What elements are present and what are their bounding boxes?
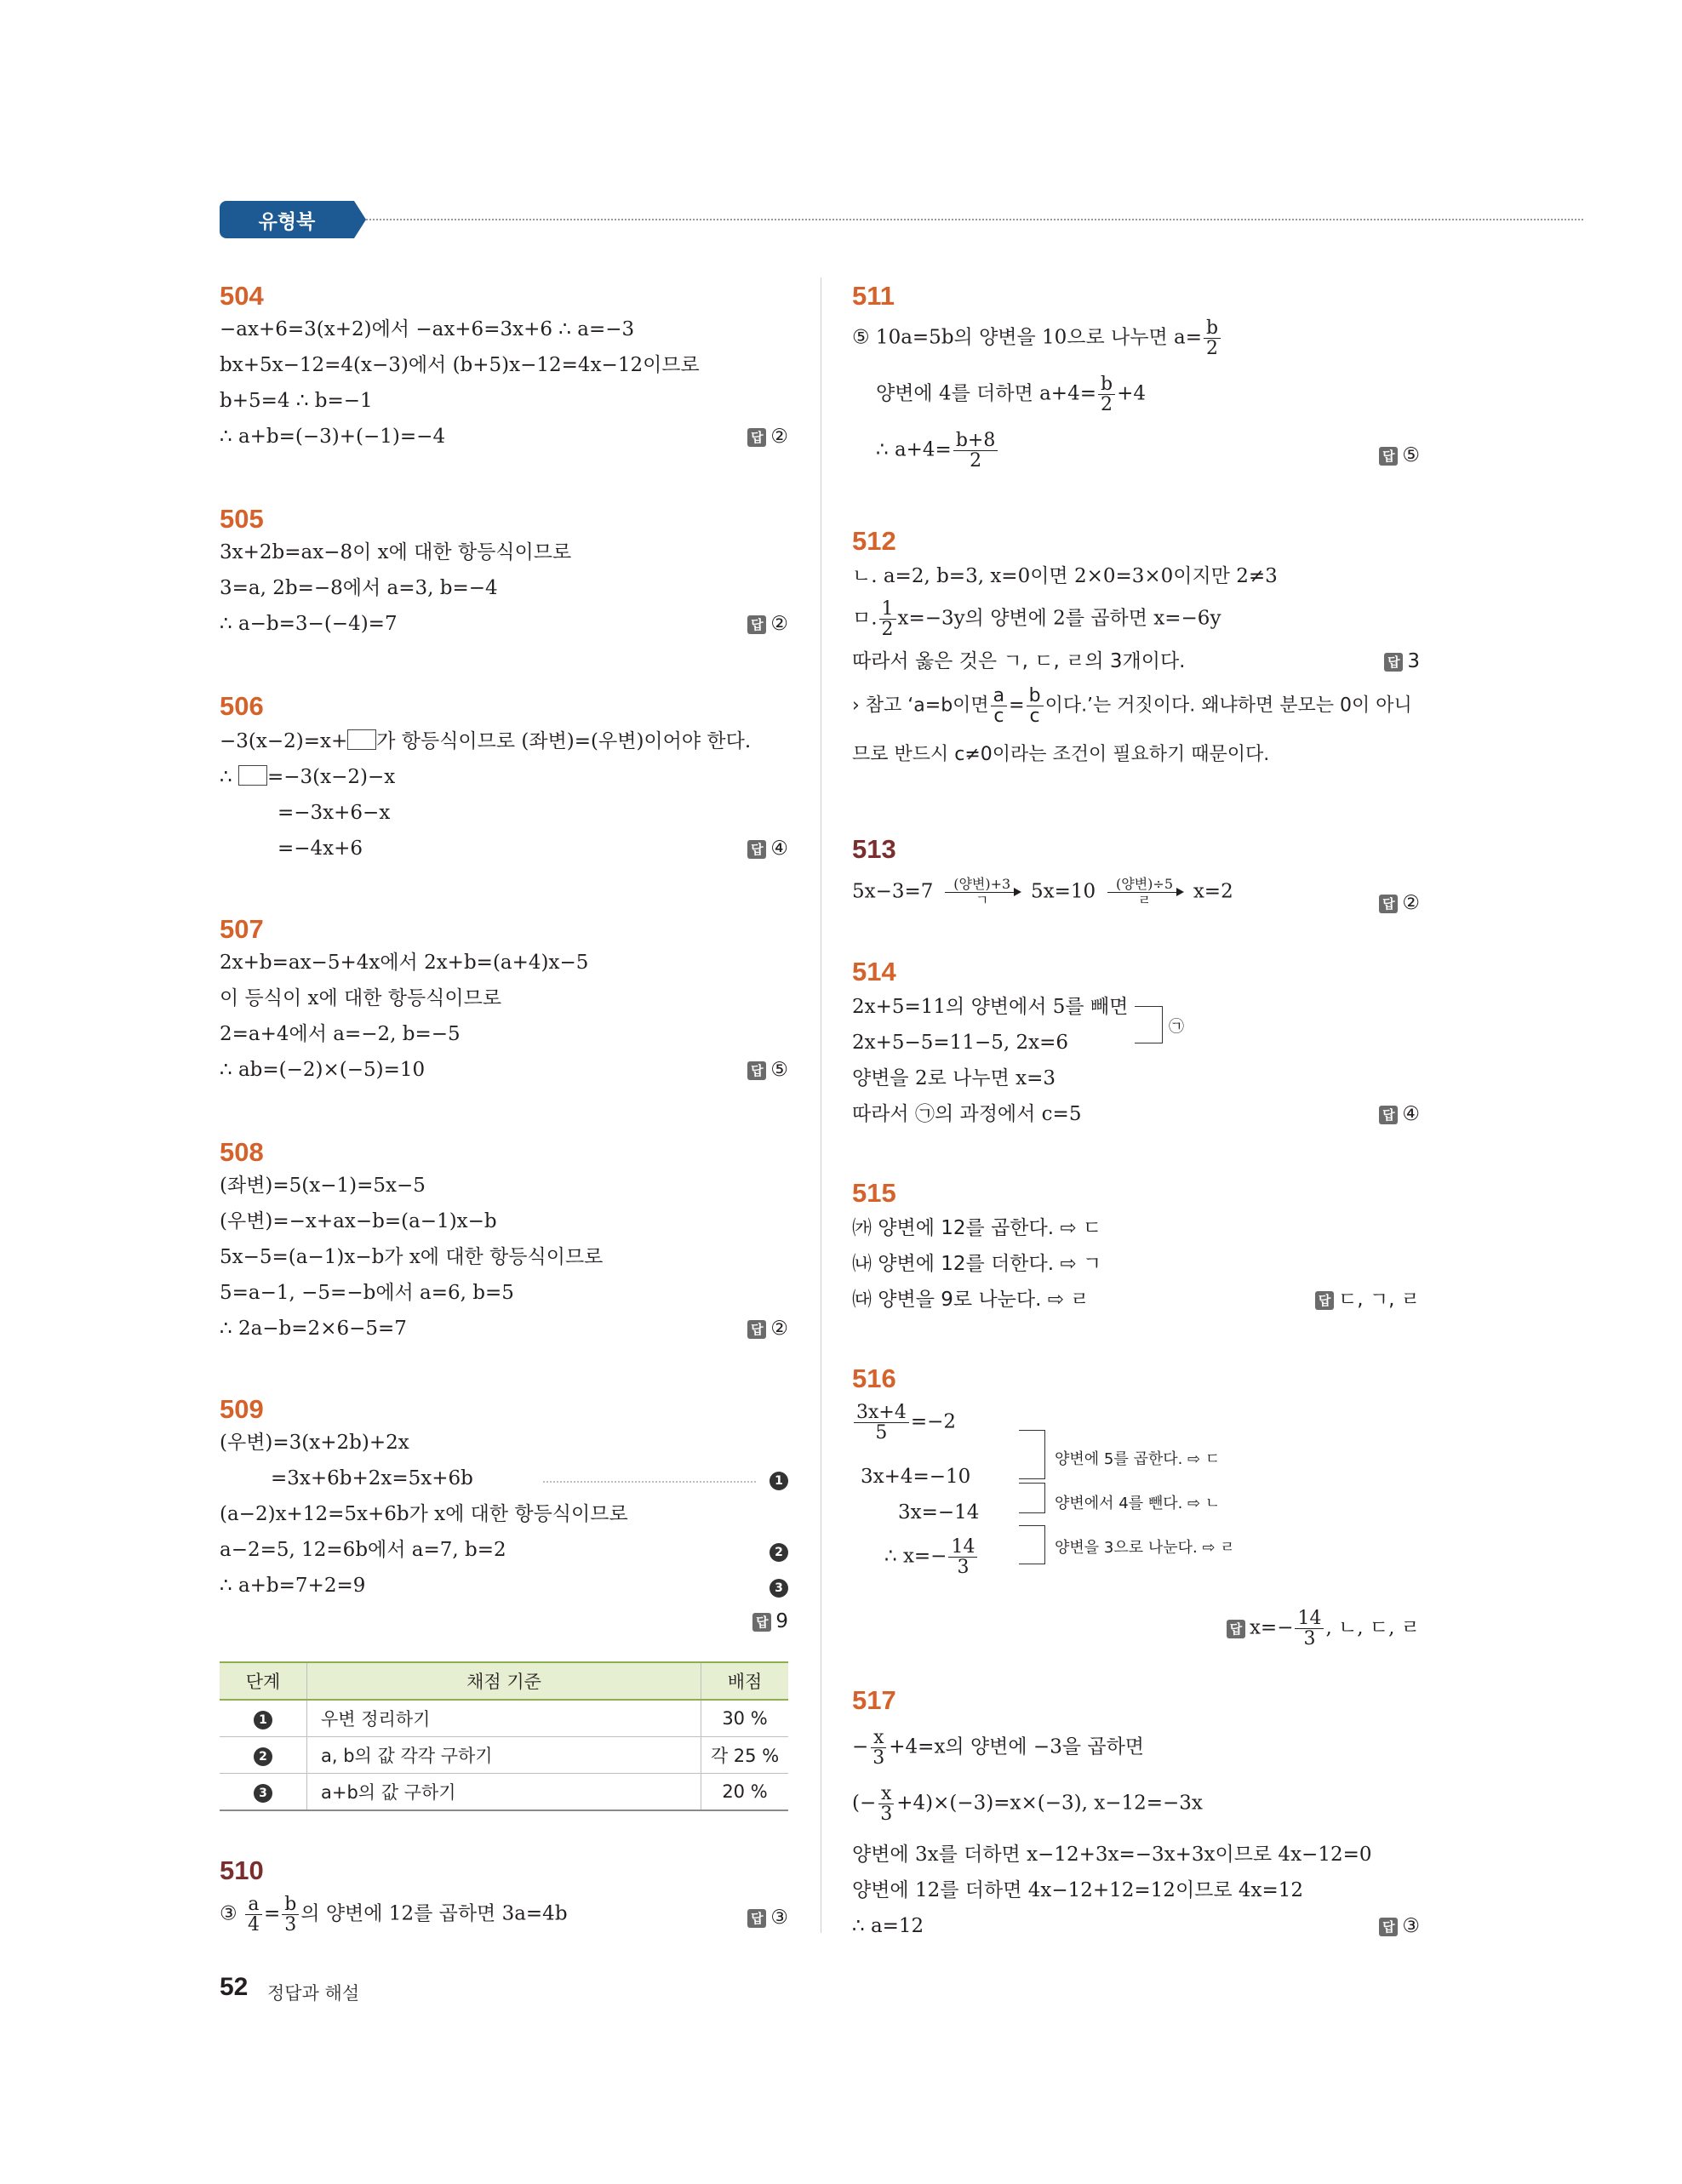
solution-line: (우변)=−x+ax−b=(a−1)x−b [220,1210,497,1232]
denominator: 3 [284,1914,297,1936]
problem-number: 510 [220,1855,264,1885]
answer [1384,649,1420,674]
problem-number: 509 [220,1394,264,1424]
solution-line: ∴ a+b=7+2=9 [220,1575,366,1597]
header-rule [366,219,1583,220]
arrow-step [1107,877,1182,908]
problem-number: 512 [852,526,896,556]
step-note: 양변에 5를 곱한다. ⇨ ㄷ [1055,1450,1221,1468]
solution-line: −ax+6=3(x+2)에서 −ax+6=3x+6 ∴ a=−3 [220,318,635,340]
answer-value: x=− [1249,1616,1294,1639]
answer [1227,1609,1420,1649]
text: ∴ x=− [884,1545,947,1568]
answer-badge-icon: 답 [747,1320,766,1339]
text: −3(x−2)=x+ [220,730,348,752]
problem-number: 511 [852,281,895,311]
answer-value: , ㄴ, ㄷ, ㄹ [1325,1616,1420,1639]
answer-value: ② [770,426,788,448]
fraction [1098,374,1115,415]
problem-number: 516 [852,1364,896,1393]
numerator: 14 [948,1537,977,1558]
denominator: 3 [880,1804,893,1826]
text: +4 [1117,382,1146,405]
solution-line: 2x+5−5=11−5, 2x=6 [852,1032,1068,1054]
solution-line: ㈐ 양변을 9로 나눈다. ⇨ ㄹ [852,1289,1090,1311]
text: − [852,1735,869,1758]
answer-value: ② [770,1318,788,1340]
denominator: 2 [1206,338,1219,360]
answer [747,1057,788,1083]
solution-line [884,1537,979,1577]
leader-dots [543,1481,756,1483]
answer-value: ④ [1402,1103,1420,1125]
answer-badge-icon: 답 [747,840,766,859]
text: +4=x의 양변에 −3을 곱하면 [889,1735,1145,1758]
solution-line: ㄴ. a=2, b=3, x=0이면 2×0=3×0이지만 2≠3 [852,565,1278,587]
step-number: 2 [254,1747,272,1766]
reference-note [852,686,1412,726]
bracket [1019,1430,1045,1479]
bracket [1019,1525,1045,1564]
solution-line [220,729,751,754]
answer [747,1316,788,1341]
problem-number: 504 [220,281,264,311]
denominator: 4 [247,1914,260,1936]
text: = [263,1902,281,1925]
step-number: 2 [769,1543,788,1562]
solution-line: 3x+2b=ax−8이 x에 대한 항등식이므로 [220,541,572,563]
solution-line: b+5=4 ∴ b=−1 [220,390,373,412]
fraction [870,1728,887,1768]
solution-line [852,1403,956,1443]
solution-line: (좌변)=5(x−1)=5x−5 [220,1175,426,1197]
solution-line: ∴ 2a−b=2×6−5=7 [220,1318,407,1340]
solution-line: ∴ a=12 [852,1915,924,1937]
answer-value: ③ [1402,1915,1420,1937]
solution-line: 이 등식이 x에 대한 항등식이므로 [220,987,502,1009]
text: › 참고 ‘a=b이면 [852,695,989,717]
numerator: 14 [1295,1609,1324,1629]
solution-line: 양변에 3x를 더하면 x−12+3x=−3x+3x이므로 4x−12=0 [852,1844,1372,1866]
problem-number: 514 [852,957,896,986]
table-cell: 20 % [701,1774,789,1811]
answer-badge-icon: 답 [747,1909,766,1928]
answer-value: ② [1402,892,1420,914]
answer-badge-icon: 답 [1379,1106,1398,1124]
problem-number: 508 [220,1137,264,1167]
numerator: b [1204,318,1221,339]
text: (− [852,1792,877,1815]
fraction [948,1537,977,1577]
table-cell: 30 % [701,1700,789,1737]
solution-line: 양변을 2로 나누면 x=3 [852,1067,1056,1089]
table-header: 단계 [220,1662,307,1700]
fraction [1295,1609,1324,1649]
fraction [878,1784,895,1824]
solution-line: 2x+5=11의 양변에서 5를 빼면 [852,996,1129,1018]
numerator: 3x+4 [854,1403,909,1423]
answer-badge-icon: 답 [747,1061,766,1080]
solution-line: 3=a, 2b=−8에서 a=3, b=−4 [220,577,498,599]
text: +4)×(−3)=x×(−3), x−12=−3x [896,1792,1203,1815]
fraction [991,686,1007,726]
solution-line: 양변에 12를 더하면 4x−12+12=12이므로 4x=12 [852,1879,1304,1901]
solution-line [876,374,1146,415]
step-note: 양변을 3으로 나눈다. ⇨ ㄹ [1055,1539,1235,1557]
solution-line: 2x+b=ax−5+4x에서 2x+b=(a+4)x−5 [220,952,589,974]
denominator: c [1029,706,1040,728]
text: ㅁ. [852,607,878,630]
text: 의 양변에 12를 곱하면 3a=4b [300,1902,568,1925]
table-header: 채점 기준 [307,1662,701,1700]
solution-line: ∴ a−b=3−(−4)=7 [220,613,398,635]
solution-line: 3x=−14 [898,1501,980,1524]
solution-line: 5=a−1, −5=−b에서 a=6, b=5 [220,1282,514,1304]
solution-line [852,318,1222,358]
step-number: 1 [769,1472,788,1490]
numerator: b [282,1895,299,1915]
solution-line: ∴ =−3(x−2)−x [220,766,396,788]
text: ∴ a+4= [876,438,952,461]
numerator: b [1098,374,1115,395]
arrow-step [945,877,1020,908]
solution-line [852,1728,1144,1768]
solution-line [852,1784,1203,1824]
answer-badge-icon: 답 [1379,895,1398,913]
text: ⑤ 10a=5b의 양변을 10으로 나누면 a= [852,326,1202,349]
answer [1379,1913,1420,1939]
problem-number: 513 [852,834,896,864]
step-mark: ㉠ [1169,1018,1184,1036]
text: 5x=10 [1031,880,1096,903]
blank-box [347,729,376,750]
answer [1379,1101,1420,1127]
text: =−2 [910,1410,957,1433]
table-cell: a+b의 값 구하기 [307,1774,701,1811]
fraction [1027,686,1044,726]
arrow-icon [945,892,1020,893]
fraction [1204,318,1221,358]
step-number: 3 [769,1579,788,1598]
denominator: 5 [875,1422,888,1444]
table-row [220,1700,788,1737]
reference-note: 므로 반드시 c≠0이라는 조건이 필요하기 때문이다. [852,744,1270,765]
solution-line: 3x+4=−10 [861,1466,971,1488]
answer [747,611,788,637]
text: =−3(x−2)−x [266,766,396,788]
solution-line: ㈏ 양변에 12를 더한다. ⇨ ㄱ [852,1253,1102,1275]
denominator: c [993,706,1004,728]
numerator: a [991,686,1007,706]
answer-value: ② [770,613,788,635]
section-tab-label: 유형북 [258,210,316,233]
answer-value: ④ [770,838,788,860]
denominator: 2 [1101,394,1113,416]
denominator: 2 [881,619,894,641]
table-cell: 각 25 % [701,1737,789,1774]
denominator: 3 [1303,1628,1316,1650]
problem-number: 507 [220,914,264,944]
answer-value: ㄷ, ㄱ, ㄹ [1338,1289,1420,1311]
table-row [220,1737,788,1774]
answer [1315,1287,1420,1312]
answer [747,1905,788,1930]
answer-badge-icon: 답 [747,428,766,447]
fraction [953,431,998,471]
problem-number: 515 [852,1178,896,1208]
answer-badge-icon: 답 [1384,653,1403,672]
answer-badge-icon: 답 [1379,1918,1398,1936]
key-label: ㄱ [975,892,989,908]
numerator: a [245,1895,261,1915]
table-cell: 우변 정리하기 [307,1700,701,1737]
problem-number: 505 [220,504,264,534]
table-header: 배점 [701,1662,789,1700]
solution-line: a−2=5, 12=6b에서 a=7, b=2 [220,1539,506,1561]
solution-line: 2=a+4에서 a=−2, b=−5 [220,1023,461,1045]
solution-line: (a−2)x+12=5x+6b가 x에 대한 항등식이므로 [220,1503,628,1525]
answer-value: ⑤ [1402,444,1420,466]
fraction [282,1895,299,1935]
text: 5x−3=7 [852,880,934,903]
text: x=−3y의 양변에 2를 곱하면 x=−6y [897,607,1221,630]
step-marker [769,1537,788,1563]
numerator: b [1027,686,1044,706]
footer-section: 정답과 해설 [267,1983,360,2004]
operation-label: (양변)÷5 [1116,876,1173,892]
solution-line: ㈎ 양변에 12를 곱한다. ⇨ ㄷ [852,1217,1102,1239]
solution-line [220,1895,568,1935]
bracket [1019,1483,1045,1513]
solution-line: 5x−5=(a−1)x−b가 x에 대한 항등식이므로 [220,1246,604,1268]
answer-value: 9 [775,1610,788,1632]
answer-value: 3 [1407,650,1420,672]
denominator: 2 [970,450,982,472]
solution-line: (우변)=3(x+2b)+2x [220,1432,409,1454]
numerator: x [871,1728,886,1748]
denominator: 3 [872,1747,885,1769]
key-label: ㄹ [1137,892,1152,908]
answer [747,424,788,449]
page-number: 52 [220,1973,249,2001]
numerator: b+8 [953,431,998,451]
solution-line: =−3x+6−x [277,802,391,824]
answer [752,1609,788,1634]
answer [1379,890,1420,916]
step-number: 3 [254,1784,272,1803]
step-marker [769,1466,788,1491]
solution-line: 따라서 옳은 것은 ㄱ, ㄷ, ㄹ의 3개이다. [852,650,1186,672]
solution-line: =3x+6b+2x=5x+6b [271,1467,473,1489]
table-cell: a, b의 값 각각 구하기 [307,1737,701,1774]
solution-line: ∴ ab=(−2)×(−5)=10 [220,1059,426,1081]
grading-table [220,1661,788,1811]
fraction [879,599,896,639]
solution-line [852,877,1233,908]
section-tab [220,201,354,238]
answer-badge-icon: 답 [1379,447,1398,466]
solution-line [876,431,999,471]
answer-value: ⑤ [770,1059,788,1081]
answer-badge-icon: 답 [1227,1620,1245,1638]
step-number: 1 [254,1711,272,1729]
fraction [245,1895,262,1935]
answer-badge-icon: 답 [1315,1291,1334,1310]
problem-number: 506 [220,691,264,721]
table-row [220,1774,788,1811]
text: 양변에 4를 더하면 a+4= [876,382,1096,405]
answer-value: ③ [770,1907,788,1929]
operation-label: (양변)+3 [953,876,1011,892]
step-marker [769,1573,788,1598]
numerator: 1 [879,599,896,620]
bracket [1135,1006,1163,1043]
text: ③ [220,1902,237,1925]
text: = [1009,695,1025,717]
answer-badge-icon: 답 [747,615,766,634]
numerator: x [878,1784,894,1804]
text: 가 항등식이므로 (좌변)=(우변)이어야 한다. [376,730,752,752]
denominator: 3 [957,1557,970,1579]
answer-badge-icon: 답 [752,1613,771,1632]
blank-box [238,765,267,786]
step-note: 양변에서 4를 뺀다. ⇨ ㄴ [1055,1495,1221,1512]
solution-line: bx+5x−12=4(x−3)에서 (b+5)x−12=4x−12이므로 [220,354,700,376]
solution-line: ∴ a+b=(−3)+(−1)=−4 [220,426,446,448]
problem-number: 517 [852,1685,896,1715]
answer [747,836,788,861]
text: x=2 [1193,880,1233,903]
solution-line [852,599,1221,639]
solution-line: 따라서 ㉠의 과정에서 c=5 [852,1103,1082,1125]
answer [1379,443,1420,468]
fraction [854,1403,909,1443]
text: 이다.’는 거짓이다. 왜냐하면 분모는 0이 아니 [1044,695,1412,717]
arrow-icon [1107,892,1182,893]
solution-line: =−4x+6 [277,838,363,860]
